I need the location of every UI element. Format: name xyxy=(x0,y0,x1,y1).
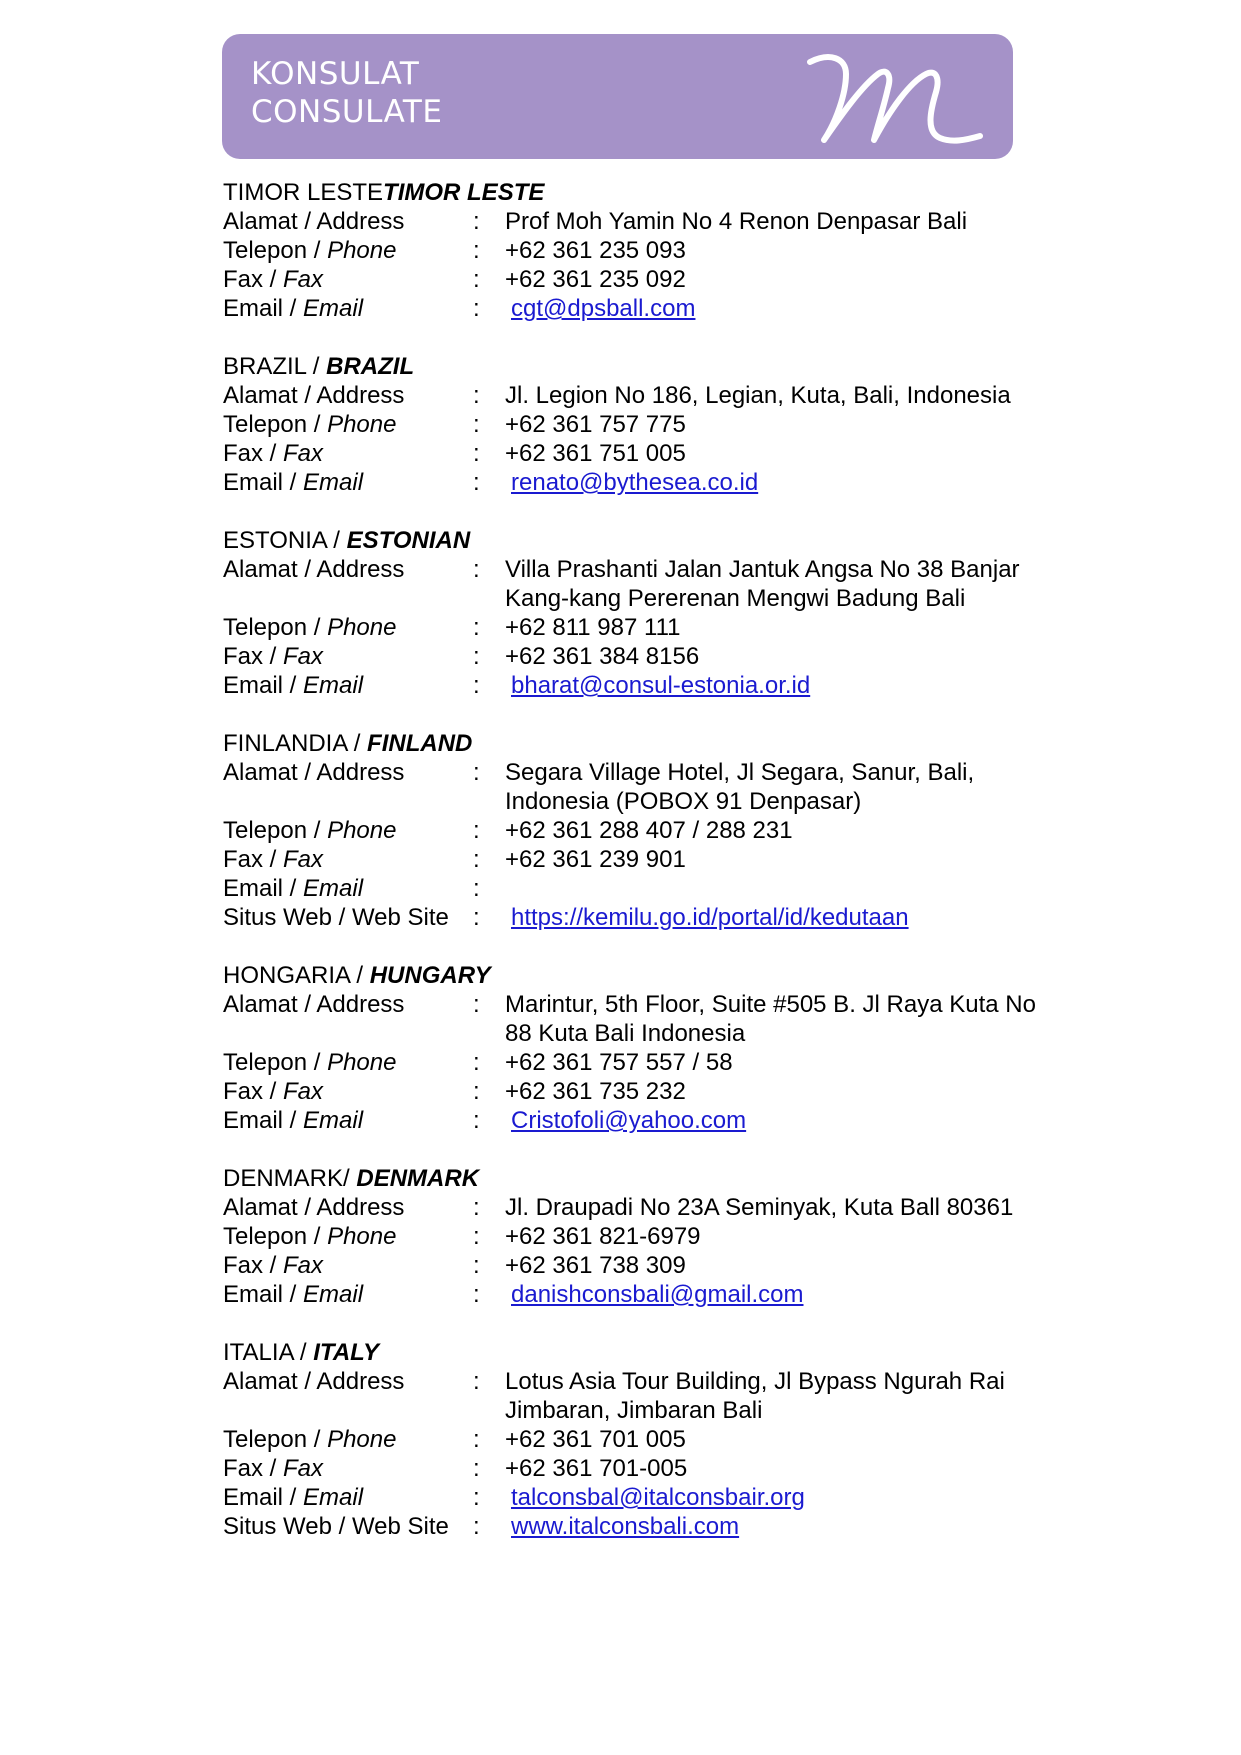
field-separator: : xyxy=(473,1368,480,1395)
field-separator: : xyxy=(473,237,480,264)
country-name-id: ITALIA / xyxy=(223,1339,314,1366)
field-separator: : xyxy=(473,1513,480,1540)
consulate-section xyxy=(223,1164,1123,1309)
field-value: +62 361 239 901 xyxy=(505,846,686,873)
info-row xyxy=(223,468,1123,497)
field-separator: : xyxy=(473,266,480,293)
field-value: +62 361 701 005 xyxy=(505,1426,686,1453)
field-value: Prof Moh Yamin No 4 Renon Denpasar Bali xyxy=(505,208,968,235)
field-label-en: Email xyxy=(303,295,364,322)
field-label-en: Email xyxy=(303,469,364,496)
field-label-id: Alamat / Address xyxy=(223,208,405,235)
field-label-en: Fax xyxy=(283,846,324,873)
field-value: +62 361 821-6979 xyxy=(505,1223,701,1250)
field-label xyxy=(223,642,473,671)
info-row xyxy=(223,1077,1123,1106)
field-value: +62 361 738 309 xyxy=(505,1252,686,1279)
field-label-id: Telepon / xyxy=(223,237,328,264)
field-label xyxy=(223,381,473,410)
field-value: Jl. Legion No 186, Legian, Kuta, Bali, Indonesia xyxy=(505,382,1011,409)
info-row xyxy=(223,990,1123,1048)
info-row xyxy=(223,1048,1123,1077)
contact-link[interactable]: https://kemilu.go.id/portal/id/kedutaan xyxy=(511,904,909,931)
field-label-id: Alamat / Address xyxy=(223,1194,405,1221)
country-name-en: HUNGARY xyxy=(369,962,491,989)
field-label xyxy=(223,990,473,1048)
country-heading xyxy=(223,352,1123,381)
field-label xyxy=(223,758,473,816)
field-label xyxy=(223,555,473,613)
field-separator: : xyxy=(473,440,480,467)
country-name-id: TIMOR LESTE xyxy=(223,179,384,206)
country-heading xyxy=(223,961,1123,990)
field-label-en: Phone xyxy=(327,237,397,264)
field-label-en: Phone xyxy=(327,614,397,641)
field-label-en: Fax xyxy=(283,1455,324,1482)
field-label-en: Email xyxy=(303,875,364,902)
field-label-id: Situs Web / Web Site xyxy=(223,1513,449,1540)
field-label xyxy=(223,816,473,845)
contact-link[interactable]: bharat@consul-estonia.or.id xyxy=(511,672,811,699)
info-row xyxy=(223,439,1123,468)
field-label-id: Fax / xyxy=(223,1455,284,1482)
info-row xyxy=(223,671,1123,700)
country-heading xyxy=(223,178,1123,207)
field-label-id: Fax / xyxy=(223,1078,284,1105)
info-row xyxy=(223,845,1123,874)
field-label-en: Phone xyxy=(327,1049,397,1076)
field-label xyxy=(223,1512,473,1541)
field-label xyxy=(223,1222,473,1251)
field-value: +62 361 751 005 xyxy=(505,440,686,467)
field-label xyxy=(223,1106,473,1135)
field-separator: : xyxy=(473,759,480,786)
field-label-en: Phone xyxy=(327,1426,397,1453)
info-row xyxy=(223,236,1123,265)
country-name-en: TIMOR LESTE xyxy=(383,179,545,206)
field-label-id: Fax / xyxy=(223,1252,284,1279)
field-separator: : xyxy=(473,1281,480,1308)
info-row xyxy=(223,874,1123,903)
info-row xyxy=(223,410,1123,439)
info-row xyxy=(223,1106,1123,1135)
field-value: +62 361 735 232 xyxy=(505,1078,686,1105)
info-row xyxy=(223,555,1123,613)
field-separator: : xyxy=(473,208,480,235)
consulate-section xyxy=(223,526,1123,700)
country-heading xyxy=(223,526,1123,555)
field-label-id: Fax / xyxy=(223,266,284,293)
country-name-en: ITALY xyxy=(313,1339,380,1366)
field-label-id: Email / xyxy=(223,469,304,496)
field-label-id: Email / xyxy=(223,295,304,322)
field-value: +62 361 288 407 / 288 231 xyxy=(505,817,793,844)
field-label-id: Situs Web / Web Site xyxy=(223,904,449,931)
field-value: Villa Prashanti Jalan Jantuk Angsa No 38 Banjar Kang-kang Pererenan Mengwi Badung Bali xyxy=(505,556,1020,612)
consulate-section xyxy=(223,1338,1123,1541)
field-label-en: Fax xyxy=(283,440,324,467)
field-label xyxy=(223,671,473,700)
header-title-id: KONSULAT xyxy=(251,56,420,92)
contact-link[interactable]: www.italconsbali.com xyxy=(511,1513,740,1540)
field-label-id: Fax / xyxy=(223,846,284,873)
field-separator: : xyxy=(473,904,480,931)
field-label xyxy=(223,613,473,642)
field-label xyxy=(223,410,473,439)
field-label-id: Fax / xyxy=(223,643,284,670)
info-row xyxy=(223,265,1123,294)
field-label xyxy=(223,439,473,468)
field-label-en: Email xyxy=(303,1281,364,1308)
field-value: Lotus Asia Tour Building, Jl Bypass Ngurah Rai Jimbaran, Jimbaran Bali xyxy=(505,1368,1005,1424)
field-label-en: Fax xyxy=(283,1252,324,1279)
field-label xyxy=(223,1280,473,1309)
contact-link[interactable]: Cristofoli@yahoo.com xyxy=(511,1107,747,1134)
field-label xyxy=(223,1048,473,1077)
info-row xyxy=(223,1222,1123,1251)
country-name-id: FINLANDIA / xyxy=(223,730,368,757)
field-value: +62 811 987 111 xyxy=(505,614,681,641)
field-label-en: Fax xyxy=(283,266,324,293)
field-label-en: Phone xyxy=(327,817,397,844)
field-value: Segara Village Hotel, Jl Segara, Sanur, Bali, Indonesia (POBOX 91 Denpasar) xyxy=(505,759,975,815)
field-label xyxy=(223,1367,473,1425)
country-heading xyxy=(223,729,1123,758)
field-separator: : xyxy=(473,991,480,1018)
info-row xyxy=(223,816,1123,845)
country-heading xyxy=(223,1338,1123,1367)
field-label xyxy=(223,468,473,497)
field-label-id: Alamat / Address xyxy=(223,556,405,583)
header-title-en: CONSULATE xyxy=(251,94,443,130)
consulate-section xyxy=(223,178,1123,323)
field-value: +62 361 235 093 xyxy=(505,237,686,264)
field-label xyxy=(223,236,473,265)
consulate-section xyxy=(223,961,1123,1135)
field-label xyxy=(223,265,473,294)
country-name-en: DENMARK xyxy=(356,1165,480,1192)
field-separator: : xyxy=(473,1455,480,1482)
field-value xyxy=(505,874,1123,903)
field-label xyxy=(223,1077,473,1106)
field-separator: : xyxy=(473,556,480,583)
info-row xyxy=(223,207,1123,236)
field-value: +62 361 384 8156 xyxy=(505,643,700,670)
field-value: +62 361 701-005 xyxy=(505,1455,688,1482)
country-heading xyxy=(223,1164,1123,1193)
field-separator: : xyxy=(473,1426,480,1453)
field-separator: : xyxy=(473,1484,480,1511)
field-label-id: Alamat / Address xyxy=(223,991,405,1018)
field-separator: : xyxy=(473,817,480,844)
contact-link[interactable]: talconsbal@italconsbair.org xyxy=(511,1484,805,1511)
contact-link[interactable]: renato@bythesea.co.id xyxy=(511,469,759,496)
field-label-en: Phone xyxy=(327,411,397,438)
info-row xyxy=(223,1193,1123,1222)
field-label-id: Telepon / xyxy=(223,1426,328,1453)
field-label xyxy=(223,1454,473,1483)
info-row xyxy=(223,1454,1123,1483)
field-separator: : xyxy=(473,382,480,409)
info-row xyxy=(223,1251,1123,1280)
country-name-en: FINLAND xyxy=(367,730,473,757)
country-name-id: ESTONIA / xyxy=(223,527,347,554)
field-label-id: Telepon / xyxy=(223,817,328,844)
contact-link[interactable]: cgt@dpsball.com xyxy=(511,295,696,322)
field-label-id: Telepon / xyxy=(223,411,328,438)
info-row xyxy=(223,1512,1123,1541)
contact-link[interactable]: danishconsbali@gmail.com xyxy=(511,1281,804,1308)
field-label xyxy=(223,1251,473,1280)
field-label xyxy=(223,1425,473,1454)
info-row xyxy=(223,903,1123,932)
info-row xyxy=(223,1483,1123,1512)
country-name-en: ESTONIAN xyxy=(346,527,471,554)
info-row xyxy=(223,1367,1123,1425)
field-label xyxy=(223,874,473,903)
field-value: Jl. Draupadi No 23A Seminyak, Kuta Ball 80361 xyxy=(505,1194,1014,1221)
field-label-id: Email / xyxy=(223,875,304,902)
field-value: Marintur, 5th Floor, Suite #505 B. Jl Raya Kuta No 88 Kuta Bali Indonesia xyxy=(505,991,1036,1047)
info-row xyxy=(223,294,1123,323)
field-value: +62 361 757 775 xyxy=(505,411,686,438)
info-row xyxy=(223,613,1123,642)
field-label-id: Alamat / Address xyxy=(223,759,405,786)
field-label-id: Telepon / xyxy=(223,1049,328,1076)
header-banner xyxy=(222,34,1013,159)
country-name-id: HONGARIA / xyxy=(223,962,370,989)
field-label-en: Fax xyxy=(283,643,324,670)
field-separator: : xyxy=(473,875,480,902)
info-row xyxy=(223,1280,1123,1309)
field-separator: : xyxy=(473,1107,480,1134)
field-value: +62 361 757 557 / 58 xyxy=(505,1049,733,1076)
field-label xyxy=(223,1193,473,1222)
field-label-id: Fax / xyxy=(223,440,284,467)
field-separator: : xyxy=(473,1078,480,1105)
field-separator: : xyxy=(473,1223,480,1250)
field-label-id: Email / xyxy=(223,1281,304,1308)
field-label-en: Email xyxy=(303,672,364,699)
field-label-id: Telepon / xyxy=(223,614,328,641)
field-label-id: Telepon / xyxy=(223,1223,328,1250)
field-value: +62 361 235 092 xyxy=(505,266,686,293)
field-label xyxy=(223,207,473,236)
field-label-en: Email xyxy=(303,1107,364,1134)
field-separator: : xyxy=(473,672,480,699)
field-separator: : xyxy=(473,1049,480,1076)
field-label-id: Alamat / Address xyxy=(223,382,405,409)
field-separator: : xyxy=(473,1194,480,1221)
field-label-en: Email xyxy=(303,1484,364,1511)
info-row xyxy=(223,642,1123,671)
field-label-en: Fax xyxy=(283,1078,324,1105)
consulate-list xyxy=(223,178,1123,1570)
field-label-id: Alamat / Address xyxy=(223,1368,405,1395)
field-label xyxy=(223,845,473,874)
consulate-section xyxy=(223,352,1123,497)
field-separator: : xyxy=(473,295,480,322)
info-row xyxy=(223,758,1123,816)
m-script-logo-icon xyxy=(802,44,992,154)
field-label-id: Email / xyxy=(223,1484,304,1511)
info-row xyxy=(223,1425,1123,1454)
field-separator: : xyxy=(473,643,480,670)
field-separator: : xyxy=(473,846,480,873)
country-name-en: BRAZIL xyxy=(326,353,415,380)
country-name-id: DENMARK/ xyxy=(223,1165,357,1192)
country-name-id: BRAZIL / xyxy=(223,353,327,380)
field-label-en: Phone xyxy=(327,1223,397,1250)
field-label xyxy=(223,903,473,932)
field-separator: : xyxy=(473,614,480,641)
field-label xyxy=(223,1483,473,1512)
field-label xyxy=(223,294,473,323)
field-separator: : xyxy=(473,469,480,496)
info-row xyxy=(223,381,1123,410)
field-label-id: Email / xyxy=(223,672,304,699)
field-label-id: Email / xyxy=(223,1107,304,1134)
field-separator: : xyxy=(473,411,480,438)
consulate-section xyxy=(223,729,1123,932)
field-separator: : xyxy=(473,1252,480,1279)
